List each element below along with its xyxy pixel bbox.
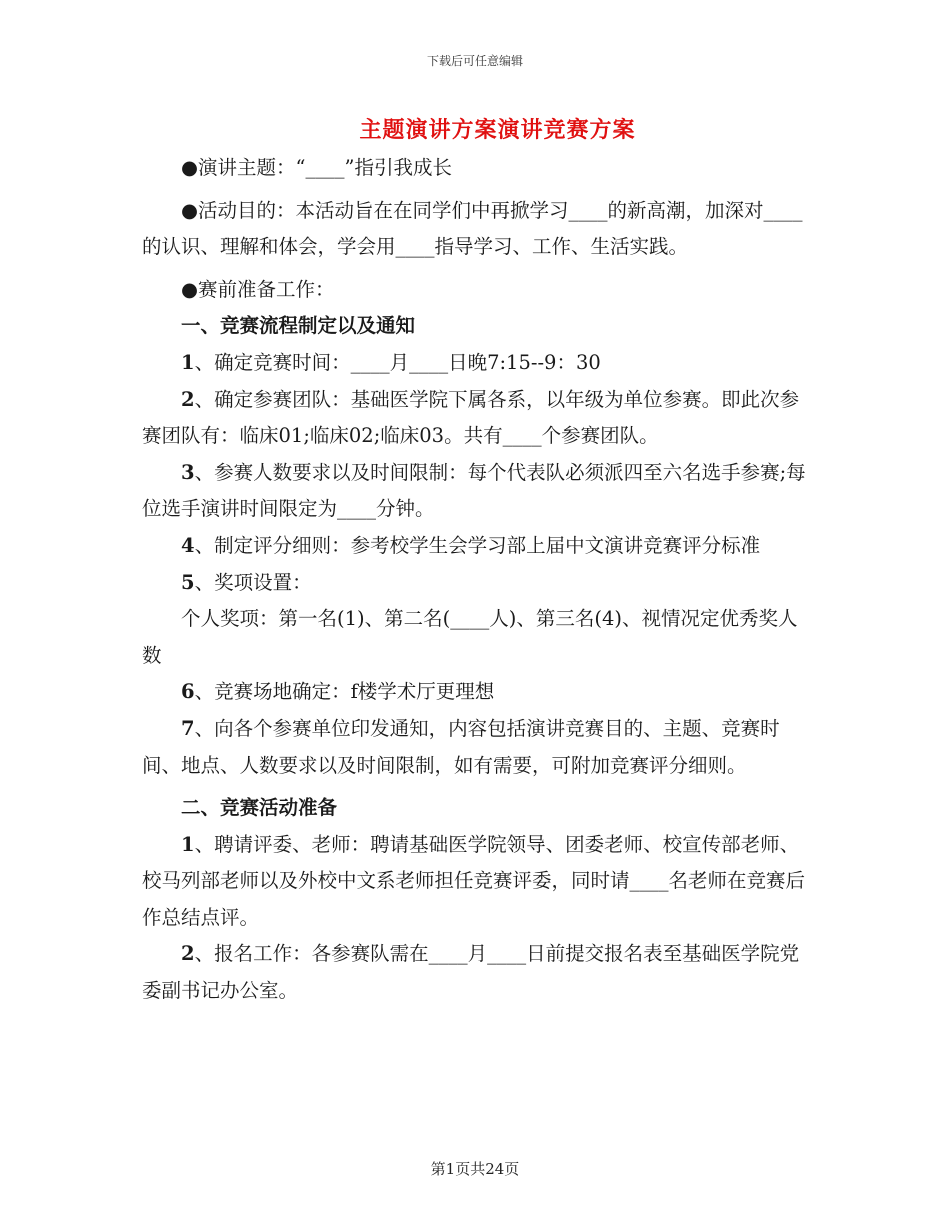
item-text: 、竞赛场地确定：f楼学术厅更理想 xyxy=(194,680,495,704)
section-heading-2: 二、竞赛活动准备 xyxy=(181,796,338,820)
item-text: 、报名工作：各参赛队需在____月____日前提交报名表至基础医学院党委副书记办公室。 xyxy=(142,942,800,1003)
paragraph-prep: ●赛前准备工作： xyxy=(181,277,335,301)
item-number: 3 xyxy=(181,460,195,484)
item-text: 、向各个参赛单位印发通知，内容包括演讲竞赛目的、主题、竞赛时间、地点、人数要求以及时间限制，如有需要，可附加竞赛评分细则。 xyxy=(142,716,780,777)
item-2-teams xyxy=(142,382,810,455)
item-text: 、参赛人数要求以及时间限制：每个代表队必须派四至六名选手参赛;每位选手演讲时间限定为____分钟。 xyxy=(142,460,806,521)
paragraph-theme: ●演讲主题：“____”指引我成长 xyxy=(181,156,452,179)
header-note: 下载后可任意编辑 xyxy=(426,54,523,68)
page-footer: 第1页共24页 xyxy=(430,1160,520,1178)
document-body xyxy=(142,150,810,1010)
item-number: 1 xyxy=(181,350,195,374)
item-5-awards xyxy=(142,565,810,602)
item-number: 2 xyxy=(181,387,195,411)
item-1-time xyxy=(142,345,810,382)
item-4-scoring xyxy=(142,528,810,565)
item-number: 7 xyxy=(181,716,195,740)
item-2-registration xyxy=(142,936,810,1009)
item-text: 、确定竞赛时间：____月____日晚7:15--9：30 xyxy=(194,350,601,374)
item-number: 6 xyxy=(181,680,195,704)
item-number: 5 xyxy=(181,570,195,594)
item-7-notice xyxy=(142,711,810,784)
section-heading-1: 一、竞赛流程制定以及通知 xyxy=(181,314,416,338)
item-number: 2 xyxy=(181,942,195,966)
item-text: 、聘请评委、老师：聘请基础医学院领导、团委老师、校宣传部老师、校马列部老师以及外校中文系老师担任竞赛评委，同时请____名老师在竞赛后作总结点评。 xyxy=(142,832,806,929)
item-1-judges xyxy=(142,827,810,937)
item-number: 4 xyxy=(181,533,195,557)
paragraph-individual-awards: 个人奖项：第一名(1)、第二名(____人)、第三名(4)、视情况定优秀奖人数 xyxy=(142,607,798,667)
item-text: 、确定参赛团队：基础医学院下属各系，以年级为单位参赛。即此次参赛团队有：临床01;临床02;临床03。共有____个参赛团队。 xyxy=(142,387,800,448)
item-text: 、奖项设置： xyxy=(194,570,312,594)
paragraph-purpose: ●活动目的：本活动旨在在同学们中再掀学习____的新高潮，加深对____的认识、理解和体会，学会用____指导学习、工作、生活实践。 xyxy=(142,198,803,259)
item-6-venue xyxy=(142,674,810,711)
item-number: 1 xyxy=(181,832,195,856)
item-text: 、制定评分细则：参考校学生会学习部上届中文演讲竞赛评分标准 xyxy=(194,533,761,557)
item-3-limits xyxy=(142,455,810,528)
document-title: 主题演讲方案演讲竞赛方案 xyxy=(359,117,636,143)
